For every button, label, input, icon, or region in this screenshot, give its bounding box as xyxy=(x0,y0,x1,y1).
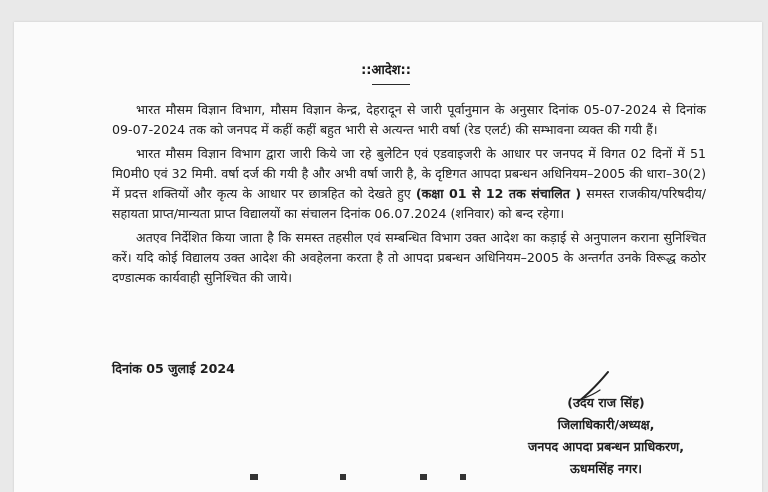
order-body xyxy=(112,100,706,292)
title-underline xyxy=(372,84,410,85)
cut-off-text-mark xyxy=(250,470,510,480)
paragraph-directive xyxy=(112,228,706,288)
order-date: दिनांक 05 जुलाई 2024 xyxy=(112,361,235,376)
signatory-authority: जनपद आपदा प्रबन्धन प्राधिकरण, xyxy=(527,439,685,454)
paragraph-closure-text-after: समस्त राजकीय/परिषदीय/सहायता प्राप्त/मान्यता प्राप्त विद्यालयों का संचालन दिनांक 06.07.2024 (शनिवार) को बन्द रहेगा। xyxy=(112,186,706,221)
paragraph-forecast-text: भारत मौसम विज्ञान विभाग, मौसम विज्ञान केन्द्र, देहरादून से जारी पूर्वानुमान के अनुसार दिनांक 05-07-2024 से दिनांक 09-07-2024 तक को जनपद में कहीं कहीं बहुत भारी से अत्यन्त भारी वर्षा (रेड एलर्ट) की सम्भावना व्यक्त की गयी हैं। xyxy=(112,102,706,137)
order-title: ::आदेश:: xyxy=(361,63,411,78)
paragraph-forecast xyxy=(112,100,706,140)
signatory-location: ऊधमसिंह नगर। xyxy=(569,461,642,476)
signatory-designation: जिलाधिकारी/अध्यक्ष, xyxy=(557,417,655,432)
paragraph-closure-bold: (कक्षा 01 से 12 तक संचालित ) xyxy=(415,186,582,201)
signatory-name: (उदय राज सिंह) xyxy=(567,395,645,410)
paragraph-directive-text: अतएव निर्देशित किया जाता है कि समस्त तहसील एवं सम्बन्धित विभाग उक्त आदेश का कड़ाई से अनुपालन कराना सुनिश्चित करें। यदि कोई विद्यालय उक्त आदेश की अवहेलना करता है तो आपदा प्रबन्धन अधिनियम–2005 के अन्तर्गत उनके विरूद्ध कठोर दण्डात्मक कार्यवाही सुनिश्चित की जाये। xyxy=(112,230,706,285)
paragraph-closure-text-before: भारत मौसम विज्ञान विभाग द्वारा जारी किये जा रहे बुलेटिन एवं एडवाइजरी के आधार पर जनपद में विगत 02 दिनों में 51 मि0मी0 एवं 32 मिमी. वर्षा दर्ज की गयी है और अभी वर्षा जारी है, के दृष्टिगत आपदा प्रबन्धन अधिनियम–2005 की धारा–30(2) में प्रदत्त शक्तियों और कृत्य के आधार पर छात्रहित को देखते हुए xyxy=(112,146,706,201)
signatory-block xyxy=(496,392,716,480)
paragraph-closure xyxy=(112,144,706,224)
